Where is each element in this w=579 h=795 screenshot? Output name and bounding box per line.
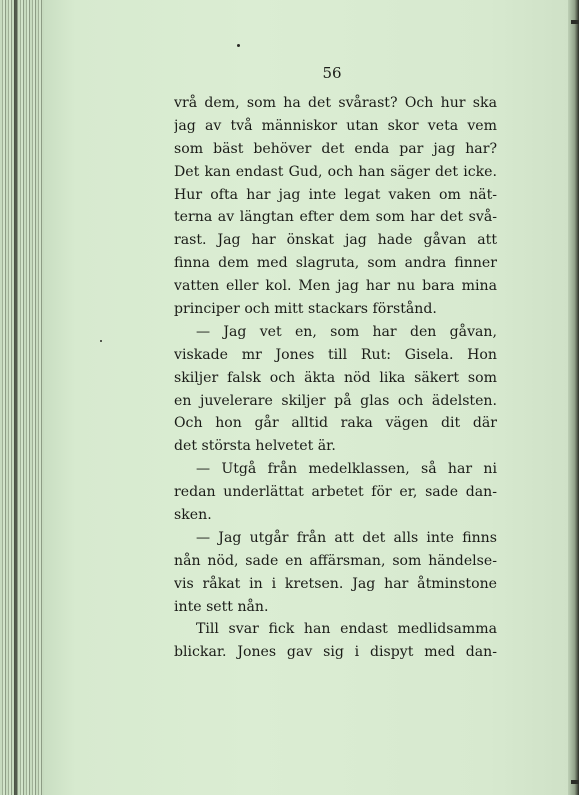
- text-line: blickar. Jones gav sig i dispyt med dan-: [174, 644, 497, 661]
- text-line: — Jag utgår från att det alls inte finns: [196, 529, 497, 546]
- binding-shadow: [14, 0, 17, 795]
- text-line: vis råkat in i kretsen. Jag har åtminstone: [174, 575, 497, 592]
- edge-mark: [571, 780, 579, 784]
- edge-mark: [571, 20, 579, 24]
- text-line: inte sett nån.: [174, 598, 269, 615]
- text-line: rast. Jag har önskat jag hade gåvan att: [174, 232, 497, 249]
- text-line: viskade mr Jones till Rut: Gisela. Hon: [174, 346, 497, 363]
- paper-speck: [237, 44, 240, 47]
- page-edges: [0, 0, 44, 795]
- text-line: terna av längtan efter dem som har det svå-: [174, 209, 497, 226]
- paper-speck: [100, 340, 102, 342]
- text-line: Till svar fick han endast medlidsamma: [196, 621, 497, 638]
- text-line: det största helvetet är.: [174, 438, 336, 455]
- text-line: nån nöd, sade en affärsman, som händelse-: [174, 552, 497, 569]
- text-line: vrå dem, som ha det svårast? Och hur ska: [174, 95, 497, 111]
- body-text: [174, 92, 497, 664]
- text-line: — Jag vet en, som har den gåvan,: [196, 323, 497, 340]
- text-line: vatten eller kol. Men jag har nu bara mina: [174, 278, 497, 295]
- text-line: principer och mitt stackars förstånd.: [174, 301, 437, 318]
- text-line: skiljer falsk och äkta nöd lika säkert som: [174, 369, 497, 386]
- right-page-edge: [568, 0, 579, 795]
- text-line: Hur ofta har jag inte legat vaken om nät-: [174, 186, 497, 203]
- text-line: som bäst behöver det enda par jag har?: [174, 140, 497, 157]
- text-line: Det kan endast Gud, och han säger det icke.: [174, 163, 497, 180]
- text-line: sken.: [174, 507, 212, 524]
- text-line: finna dem med slagruta, som andra finner: [174, 255, 497, 272]
- text-line: — Utgå från medelklassen, så har ni: [196, 461, 497, 478]
- text-line: Och hon går alltid raka vägen dit där: [174, 415, 497, 432]
- text-line: en juvelerare skiljer på glas och ädelsten.: [174, 392, 497, 409]
- text-line: jag av två människor utan skor veta vem: [174, 117, 497, 134]
- page-number: 56: [322, 64, 342, 82]
- text-line: redan underlättat arbetet för er, sade dan-: [174, 484, 497, 501]
